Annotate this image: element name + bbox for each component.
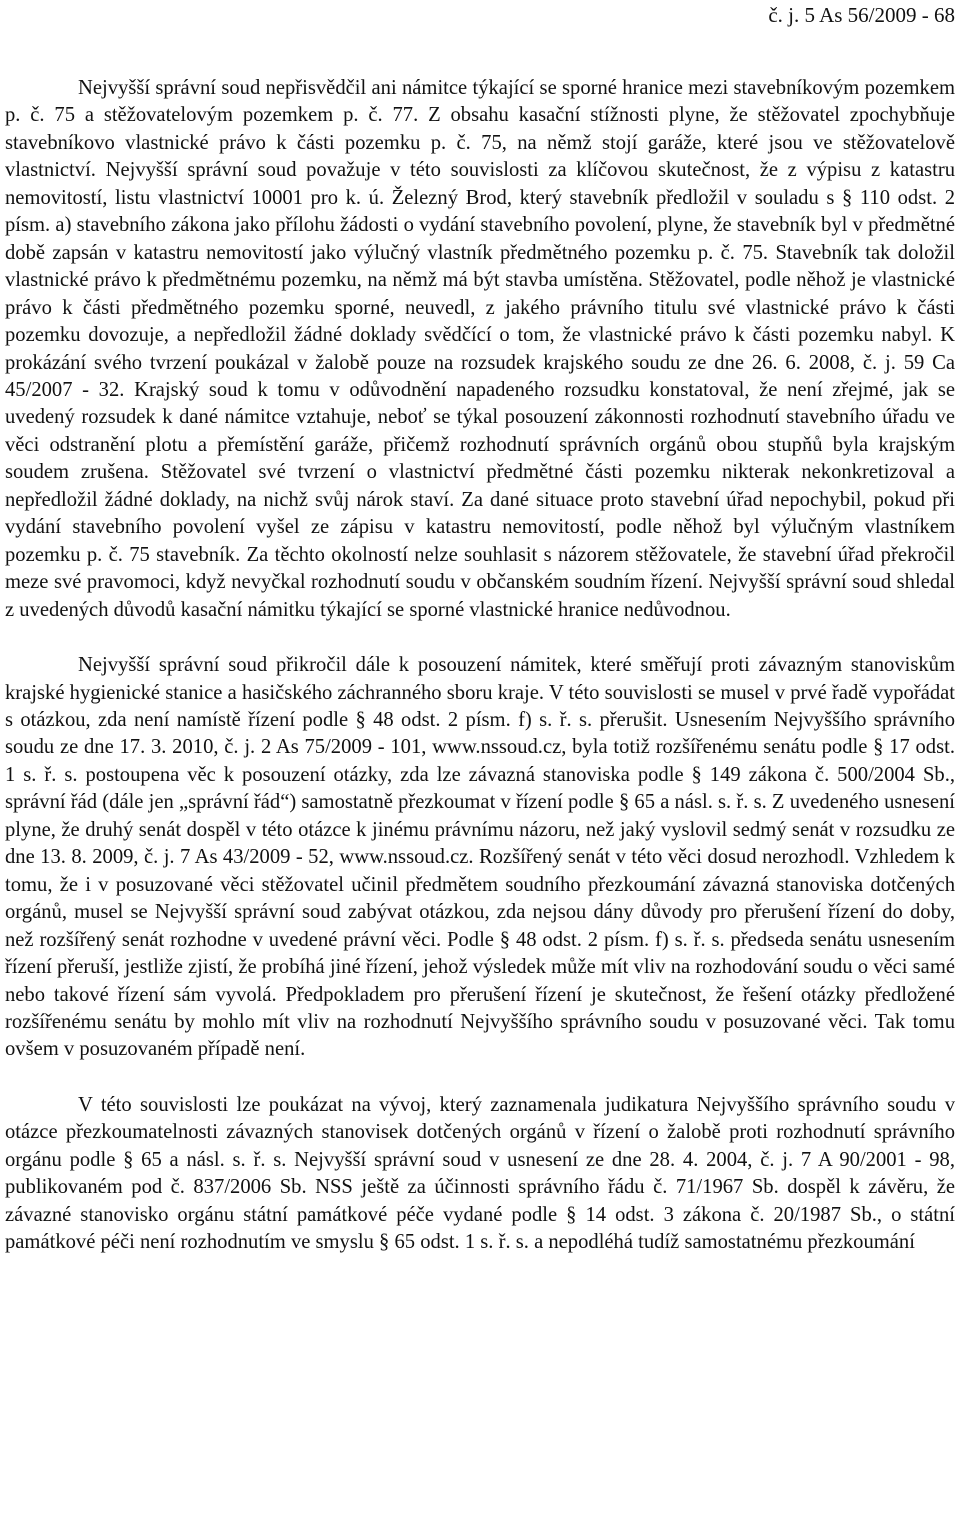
case-number-header: č. j. 5 As 56/2009 - 68 xyxy=(768,3,955,27)
paragraph-property-boundary: Nejvyšší správní soud nepřisvědčil ani námitce týkající se sporné hranice mezi stavebníkovým pozemkem p. č. 75 a stěžovatelovým pozemkem p. č. 77. Z obsahu kasační stížnosti plyne, že stěžovatel zpochybňuje stavebníkovo vlastnické právo k části pozemku p. č. 75, na němž stojí garáže, které jsou ve stěžovatelově vlastnictví. Nejvyšší správní soud považuje v této souvislosti za klíčovou skutečnost, že z výpisu z katastru nemovitostí, listu vlastnictví 10001 pro k. ú. Železný Brod, který stavebník předložil v souladu s § 110 odst. 2 písm. a) stavebního zákona jako přílohu žádosti o vydání stavebního povolení, plyne, že stavebník byl v předmětné době zapsán v katastru nemovitostí jako výlučný vlastník předmětného pozemku p. č. 75. Stavebník tak doložil vlastnické právo k předmětnému pozemku, na němž má být stavba umístěna. Stěžovatel, podle něhož je vlastnické právo k části předmětného pozemku sporné, neuvedl, z jakého právního titulu své vlastnické právo k části pozemku dovozuje, a nepředložil žádné doklady svědčící o tom, že vlastnické právo k části pozemku nabyl. K prokázání svého tvrzení poukázal v žalobě pouze na rozsudek krajského soudu ze dne 26. 6. 2008, č. j. 59 Ca 45/2007 - 32. Krajský soud k tomu v odůvodnění napadeného rozsudku konstatoval, že není zřejmé, jak se uvedený rozsudek k dané námitce vztahuje, neboť se týkal posouzení zákonnosti rozhodnutí stavebního úřadu ve věci odstranění plotu a přemístění garáže, přičemž rozhodnutí správních orgánů obou stupňů byla krajským soudem zrušena. Stěžovatel své tvrzení o vlastnictví předmětné části pozemku nikterak nekonkretizoval a nepředložil žádné doklady, na nichž svůj nárok staví. Za dané situace proto stavební úřad nepochybil, pokud při vydání stavebního povolení vyšel ze zápisu v katastru nemovitostí, podle něhož byl výlučným vlastníkem pozemku p. č. 75 stavebník. Za těchto okolností nelze souhlasit s názorem stěžovatele, že stavební úřad překročil meze své pravomoci, když nevyčkal rozhodnutí soudu v občanském soudním řízení. Nejvyšší správní soud shledal z uvedených důvodů kasační námitku týkající se sporné vlastnické hranice nedůvodnou. xyxy=(5,77,955,621)
document-page xyxy=(5,0,955,1257)
paragraph-binding-opinions: Nejvyšší správní soud přikročil dále k posouzení námitek, které směřují proti závazným stanoviskům krajské hygienické stanice a hasičského záchranného sboru kraje. V této souvislosti se musel v prvé řadě vypořádat s otázkou, zda není namístě řízení podle § 48 odst. 2 písm. f) s. ř. s. přerušit. Usnesením Nejvyššího správního soudu ze dne 17. 3. 2010, č. j. 2 As 75/2009 - 101, www.nssoud.cz, byla totiž rozšířenému senátu podle § 17 odst. 1 s. ř. s. postoupena věc k posouzení otázky, zda lze závazná stanoviska podle § 149 zákona č. 500/2004 Sb., správní řád (dále jen „správní řád“) samostatně přezkoumat v řízení podle § 65 a násl. s. ř. s. Z uvedeného usnesení plyne, že druhý senát dospěl v této otázce k jinému právnímu názoru, než jaký vyslovil sedmý senát v rozsudku ze dne 13. 8. 2009, č. j. 7 As 43/2009 - 52, www.nssoud.cz. Rozšířený senát v této věci dosud nerozhodl. Vzhledem k tomu, že i v posuzované věci stěžovatel učinil předmětem soudního přezkoumání závazná stanoviska dotčených orgánů, musel se Nejvyšší správní soud zabývat otázkou, zda nejsou dány důvody pro přerušení řízení do doby, než rozšířený senát rozhodne v uvedené právní věci. Podle § 48 odst. 2 písm. f) s. ř. s. předseda senátu usnesením řízení přeruší, jestliže zjistí, že probíhá jiné řízení, jehož výsledek může mít vliv na rozhodování soudu o věci samé nebo takové řízení sám vyvolá. Předpokladem pro přerušení řízení je skutečnost, že řešení otázky předložené rozšířenému senátu by mohlo mít vliv na rozhodnutí Nejvyššího správního soudu v posuzované věci. Tak tomu ovšem v posuzovaném případě není. xyxy=(5,654,955,1061)
paragraph-case-law: V této souvislosti lze poukázat na vývoj, který zaznamenala judikatura Nejvyššího správního soudu v otázce přezkoumatelnosti závazných stanovisek dotčených orgánů v řízení o žalobě proti rozhodnutí správního orgánu podle § 65 a násl. s. ř. s. Nejvyšší správní soud v usnesení ze dne 28. 4. 2004, č. j. 7 A 90/2001 - 98, publikovaném pod č. 837/2006 Sb. NSS ještě za účinnosti správního řádu č. 71/1967 Sb. dospěl k závěru, že závazné stanovisko orgánu státní památkové péče vydané podle § 14 odst. 3 zákona č. 20/1987 Sb., o státní památkové péči není rozhodnutím ve smyslu § 65 odst. 1 s. ř. s. a nepodléhá tudíž samostatnému přezkoumání xyxy=(5,1093,955,1254)
